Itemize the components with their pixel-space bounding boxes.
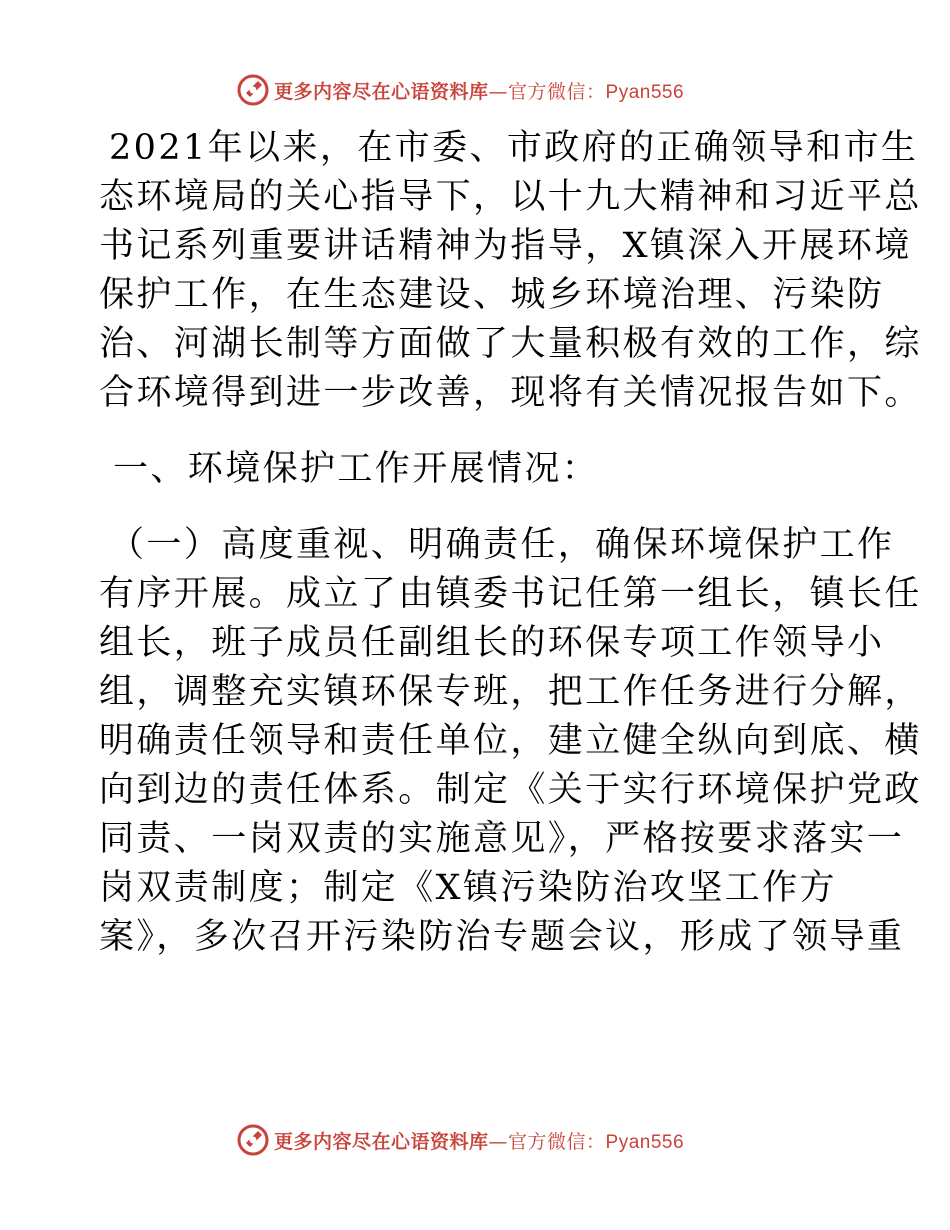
text-line: 同责、一岗双责的实施意见》，严格按要求落实一 (99, 819, 905, 859)
text-line: 案》，多次召开污染防治专题会议，形成了领导重 (99, 917, 905, 957)
brand-logo-icon (236, 1123, 270, 1157)
header-watermark (236, 72, 684, 108)
document-body (99, 124, 922, 962)
section-paragraph (99, 521, 922, 962)
text-line: 岗双责制度；制定《X镇污染防治攻坚工作方 (99, 868, 837, 908)
text-line: 明确责任领导和责任单位，建立健全纵向到底、横 (99, 721, 922, 761)
intro-paragraph (99, 124, 922, 418)
watermark-text: 更多内容尽在心语资料库—官方微信：Pyan556 (274, 1130, 685, 1153)
text-line: 态环境局的关心指导下，以十九大精神和习近平总 (99, 177, 922, 217)
text-line: 2021年以来，在市委、市政府的正确领导和市生 (109, 128, 919, 168)
text-line: 向到边的责任体系。制定《关于实行环境保护党政 (99, 770, 922, 810)
brand-logo-icon (236, 73, 270, 107)
text-line: 书记系列重要讲话精神为指导，X镇深入开展环境 (99, 226, 912, 266)
footer-watermark (236, 1122, 684, 1158)
text-line: （一）高度重视、明确责任，确保环境保护工作 (109, 525, 895, 565)
text-line: 组，调整充实镇环保专班，把工作任务进行分解， (99, 672, 922, 712)
text-line: 有序开展。成立了由镇委书记任第一组长，镇长任 (99, 574, 922, 614)
watermark-text: 更多内容尽在心语资料库—官方微信：Pyan556 (274, 80, 685, 103)
text-line: 治、河湖长制等方面做了大量积极有效的工作，综 (99, 324, 922, 364)
section-heading: 一、环境保护工作开展情况： (113, 449, 600, 489)
text-line: 合环境得到进一步改善，现将有关情况报告如下。 (99, 373, 922, 413)
text-line: 组长，班子成员任副组长的环保专项工作领导小 (99, 623, 885, 663)
text-line: 保护工作，在生态建设、城乡环境治理、污染防 (99, 275, 885, 315)
